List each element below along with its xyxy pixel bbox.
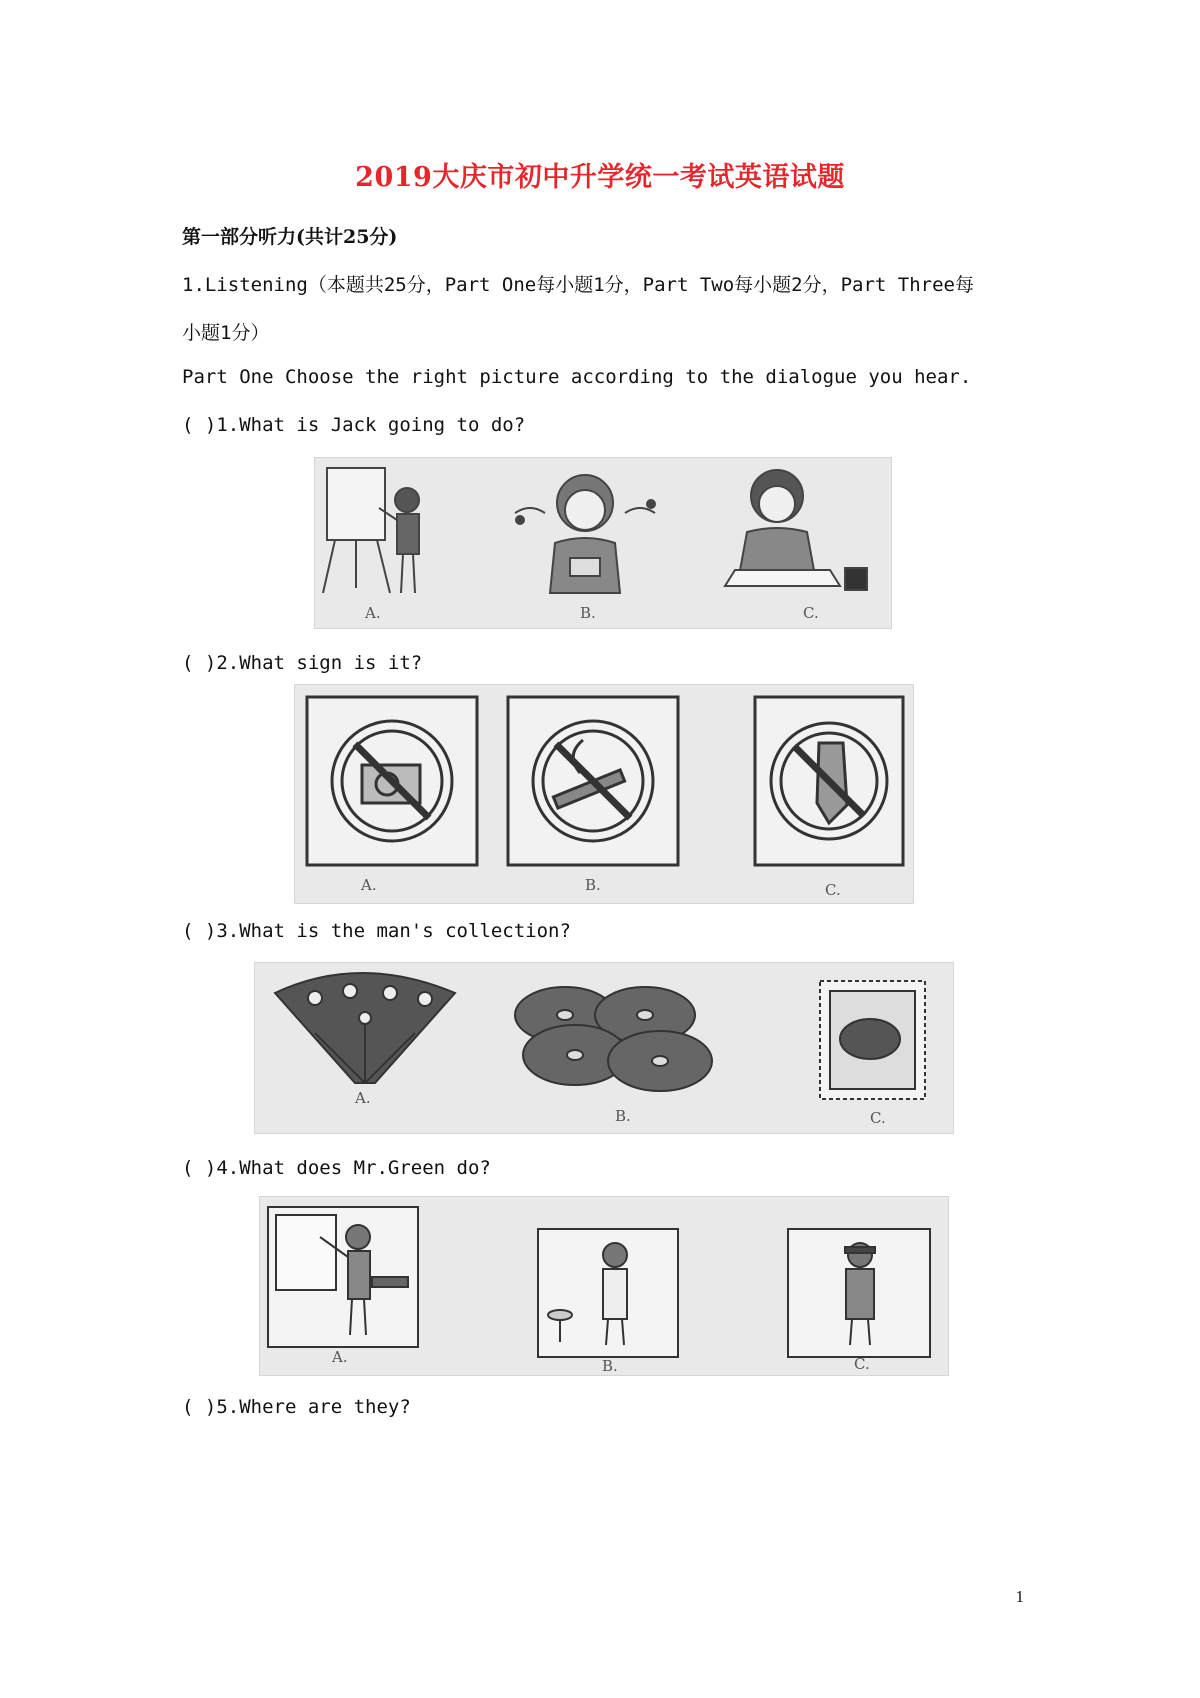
music-listening-figure <box>515 475 655 593</box>
listening-intro-line1: 1.Listening（本题共25分，Part One每小题1分，Part Two每小题2分，Part Three每 <box>182 274 974 296</box>
question-4: ( )4.What does Mr.Green do? <box>182 1157 491 1179</box>
option-b-label: B. <box>580 604 596 622</box>
job-pictures <box>260 1197 948 1375</box>
option-a-label: A. <box>365 604 381 622</box>
option-c-label: C. <box>870 1109 886 1127</box>
option-b-label: B. <box>602 1357 618 1375</box>
question-1-picture <box>314 457 892 629</box>
painting-figure <box>323 468 419 593</box>
option-c-label: C. <box>854 1355 870 1373</box>
option-a-label: A. <box>355 1089 371 1107</box>
activity-pictures <box>315 458 891 628</box>
listening-intro-line2: 小题1分） <box>182 322 270 344</box>
option-c-label: C. <box>803 604 819 622</box>
option-b-label: B. <box>615 1107 631 1125</box>
fan-icon <box>275 973 455 1083</box>
option-a-label: A. <box>332 1348 348 1366</box>
cd-discs-icon <box>515 987 712 1091</box>
stamp-icon <box>820 981 925 1099</box>
collection-pictures <box>255 963 953 1133</box>
question-3-picture <box>254 962 954 1134</box>
question-2: ( )2.What sign is it? <box>182 652 423 674</box>
part-one-instruction: Part One Choose the right picture according to the dialogue you hear. <box>182 366 972 388</box>
question-5: ( )5.Where are they? <box>182 1396 411 1418</box>
section-heading: 第一部分听力(共计25分) <box>182 226 398 248</box>
question-3: ( )3.What is the man's collection? <box>182 920 571 942</box>
option-b-label: B. <box>585 876 601 894</box>
writing-figure <box>725 470 867 590</box>
question-4-picture <box>259 1196 949 1376</box>
sign-pictures <box>295 685 913 903</box>
exam-title: 2019大庆市初中升学统一考试英语试题 <box>355 162 845 193</box>
option-a-label: A. <box>361 876 377 894</box>
option-c-label: C. <box>825 881 841 899</box>
question-2-picture <box>294 684 914 904</box>
question-1: ( )1.What is Jack going to do? <box>182 414 526 436</box>
page-number: 1 <box>1015 1587 1024 1606</box>
